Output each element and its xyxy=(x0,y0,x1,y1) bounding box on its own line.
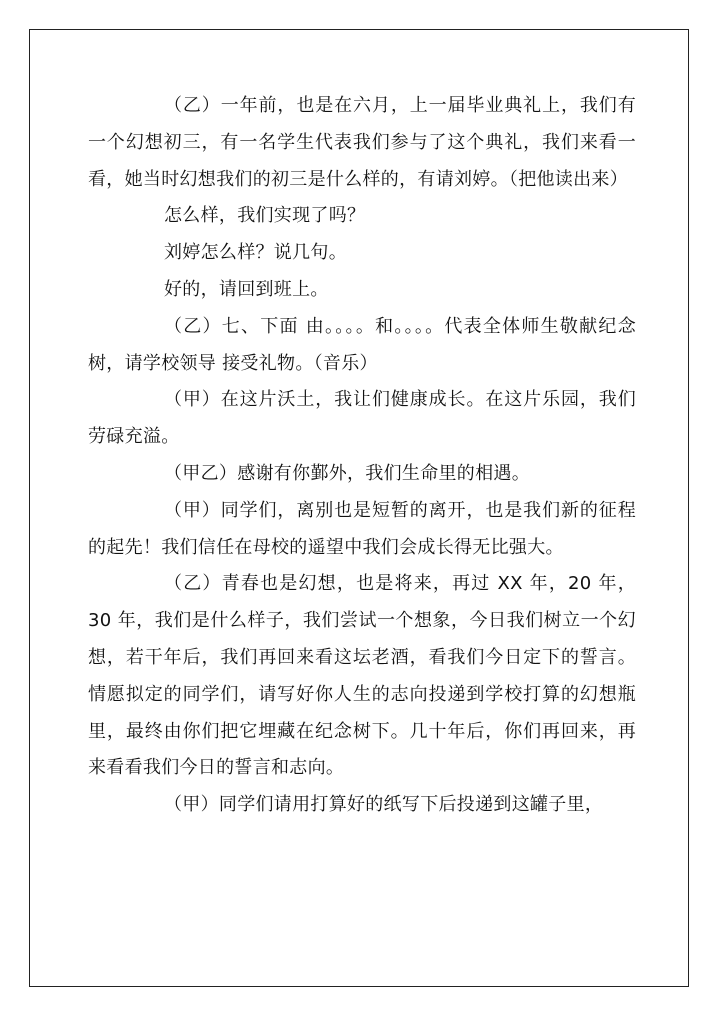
paragraph-5: （乙）七、下面 由。。。。和。。。。代表全体师生敬献纪念树，请学校领导 接受礼物。（音乐） xyxy=(88,315,636,374)
paragraph-2: 怎么样，我们实现了吗？ xyxy=(164,205,366,227)
paragraph-8: （甲）同学们，离别也是短暂的离开，也是我们新的征程的起先！我们信任在母校的遥望中我们会成长得无比强大。 xyxy=(88,499,636,558)
document-body xyxy=(88,88,636,824)
paragraph-4: 好的，请回到班上。 xyxy=(164,278,329,300)
paragraph-3: 刘婷怎么样？说几句。 xyxy=(164,242,347,264)
paragraph-10: （甲）同学们请用打算好的纸写下后投递到这罐子里， xyxy=(164,794,604,816)
paragraph-7: （甲乙）感谢有你鄞外，我们生命里的相遇。 xyxy=(164,462,530,484)
paragraph-6: （甲）在这片沃土，我让们健康成长。在这片乐园，我们劳碌充溢。 xyxy=(88,389,636,448)
paragraph-9: （乙）青春也是幻想，也是将来，再过 XX 年，20 年，30 年，我们是什么样子，我们尝试一个想象，今日我们树立一个幻想，若干年后，我们再回来看这坛老酒，看我们今日定下的誓言。情愿拟定的同学们，请写好你人生的志向投递到学校打算的幻想瓶里，最终由你们把它埋藏在纪念树下。几十年后，你们再回来，再来看看我们今日的誓言和志向。 xyxy=(88,573,636,779)
paragraph-1: （乙）一年前，也是在六月，上一届毕业典礼上，我们有一个幻想初三，有一名学生代表我们参与了这个典礼，我们来看一看，她当时幻想我们的初三是什么样的，有请刘婷。（把他读出来） xyxy=(88,95,636,190)
